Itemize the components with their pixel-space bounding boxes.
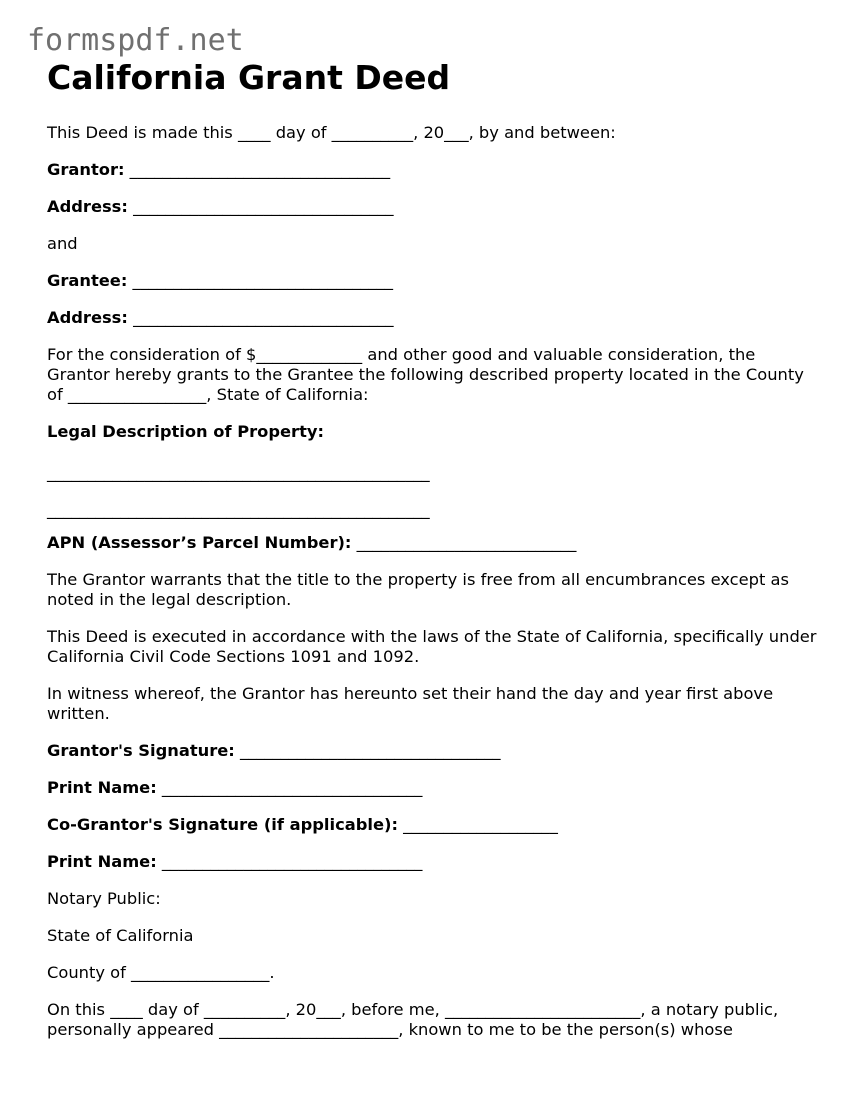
grantor-address-label: Address: [47,197,128,216]
document-title: California Grant Deed [47,58,451,97]
grantee-field[interactable]: ________________________________ [132,271,394,290]
legal-description-line-1[interactable]: _______________________________________________ [47,463,430,482]
grantee-address-label: Address: [47,308,128,327]
grantor-line [47,160,817,180]
cograntor-signature-field[interactable]: ___________________ [403,815,558,834]
and-text: and [47,234,78,253]
apn-label: APN (Assessor’s Parcel Number): [47,533,352,552]
grantor-label: Grantor: [47,160,125,179]
print-name-field-1[interactable]: ________________________________ [161,778,423,797]
grantee-address-line [47,308,817,328]
watermark-text: formspdf.net [27,23,244,58]
notary-public-label: Notary Public: [47,889,161,908]
executed-paragraph: This Deed is executed in accordance with the laws of the State of California, specifically under California Civil Code Sections 1091 and 1092. [47,627,817,666]
cograntor-signature-label: Co-Grantor's Signature (if applicable): [47,815,398,834]
county-text: County of _________________. [47,963,275,982]
print-name-line-1 [47,778,817,798]
legal-description-label: Legal Description of Property: [47,422,324,441]
grantee-line [47,271,817,291]
intro-paragraph: This Deed is made this ____ day of __________, 20___, by and between: [47,123,616,142]
grantor-signature-label: Grantor's Signature: [47,741,235,760]
consideration-paragraph: For the consideration of $_____________ and other good and valuable consideration, the Grantor hereby grants to the Grantee the following described property located in the County of _________________, State of California: [47,345,804,404]
legal-description-line-2[interactable]: _______________________________________________ [47,500,430,519]
print-name-label-1: Print Name: [47,778,157,797]
grantor-address-line [47,197,817,217]
document-body [47,123,817,1057]
state-text: State of California [47,926,194,945]
grantee-address-field[interactable]: ________________________________ [133,308,394,327]
witness-paragraph: In witness whereof, the Grantor has hereunto set their hand the day and year first above written. [47,684,774,723]
print-name-line-2 [47,852,817,872]
print-name-field-2[interactable]: ________________________________ [161,852,423,871]
print-name-label-2: Print Name: [47,852,157,871]
cograntor-signature-line [47,815,817,835]
apn-line [47,533,817,553]
grantor-signature-line [47,741,817,761]
grantor-address-field[interactable]: ________________________________ [133,197,394,216]
warranty-paragraph: The Grantor warrants that the title to the property is free from all encumbrances except as noted in the legal description. [47,570,789,609]
grantor-field[interactable]: ________________________________ [129,160,391,179]
notary-statement: On this ____ day of __________, 20___, before me, ________________________, a notary public, personally appeared ______________________, known to me to be the person(s) whose [47,1000,779,1039]
grantor-signature-field[interactable]: ________________________________ [240,741,501,760]
grantee-label: Grantee: [47,271,128,290]
apn-field[interactable]: ___________________________ [356,533,577,552]
